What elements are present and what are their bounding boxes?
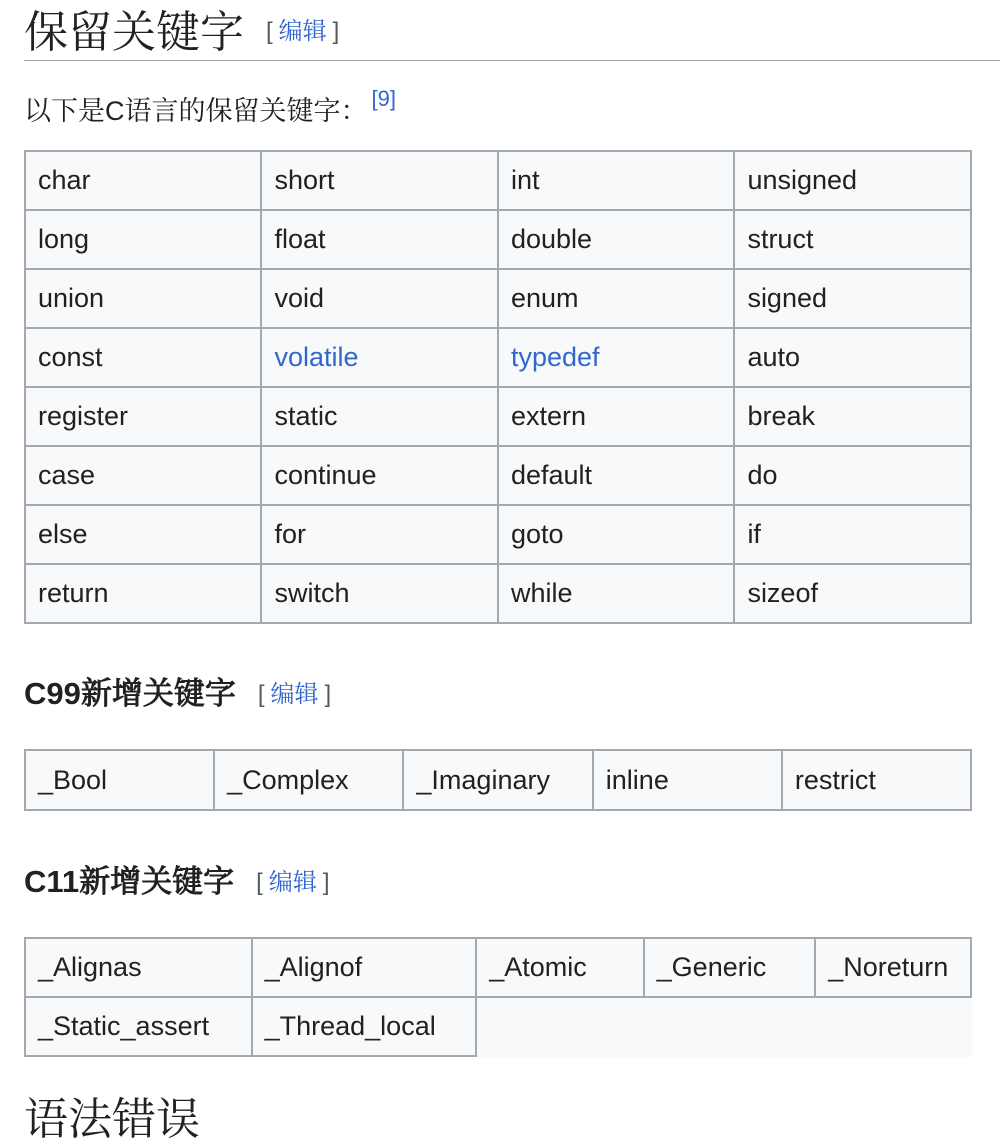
keyword-text: _Generic [656, 952, 767, 982]
keyword-text: unsigned [747, 165, 858, 195]
keyword-text: auto [747, 342, 800, 372]
empty-cell [644, 997, 816, 1056]
keyword-text: register [38, 401, 129, 431]
keyword-text: _Thread_local [264, 1011, 436, 1041]
keyword-link[interactable]: typedef [510, 342, 600, 372]
c99-heading [24, 674, 331, 715]
keyword-cell [25, 210, 261, 269]
keyword-cell [25, 997, 252, 1056]
keyword-text: const [38, 342, 103, 372]
keyword-cell [593, 750, 782, 810]
keyword-cell [25, 151, 261, 210]
section-heading [24, 4, 1000, 61]
table-row [25, 750, 971, 810]
keyword-text: char [38, 165, 91, 195]
keyword-cell [261, 387, 498, 446]
keyword-cell [498, 446, 734, 505]
keyword-text: switch [274, 578, 350, 608]
c11-edit [256, 869, 329, 896]
keyword-cell [403, 750, 592, 810]
keyword-text: _Noreturn [828, 952, 949, 982]
keyword-text: float [274, 224, 326, 254]
keyword-cell [734, 151, 971, 210]
keyword-text: break [747, 401, 815, 431]
table-row [25, 938, 971, 997]
reserved-keywords-table [24, 150, 972, 624]
keyword-cell [734, 446, 971, 505]
article-content [24, 0, 1000, 1145]
table-row [25, 564, 971, 623]
keyword-cell [261, 269, 498, 328]
keyword-text: _Imaginary [416, 764, 550, 795]
keyword-cell [734, 564, 971, 623]
keyword-cell [25, 387, 261, 446]
keyword-text: short [274, 165, 335, 195]
keyword-cell [476, 938, 643, 997]
keyword-cell [734, 328, 971, 387]
keyword-text: _Static_assert [38, 1011, 210, 1041]
keyword-text: int [510, 165, 540, 195]
c99-keywords-table [24, 749, 972, 811]
keyword-text: enum [510, 283, 579, 313]
keyword-link[interactable]: volatile [274, 342, 359, 372]
table-row [25, 997, 971, 1056]
keyword-cell [498, 328, 734, 387]
keyword-cell [734, 505, 971, 564]
keyword-text: double [510, 224, 593, 254]
bracket-open: [ [257, 681, 265, 708]
keyword-cell [498, 269, 734, 328]
keyword-cell [261, 505, 498, 564]
keyword-text: return [38, 578, 109, 608]
table-row [25, 446, 971, 505]
keyword-cell [498, 387, 734, 446]
keyword-cell [214, 750, 403, 810]
keyword-text: struct [747, 224, 814, 254]
keyword-cell [25, 446, 261, 505]
keyword-text: sizeof [747, 578, 818, 608]
keyword-cell [498, 210, 734, 269]
c99-edit [258, 681, 331, 708]
keyword-text: goto [510, 519, 564, 549]
keyword-text: inline [605, 764, 669, 795]
keyword-text: default [510, 460, 593, 490]
c11-title: C11新增关键字 [24, 864, 235, 899]
keyword-cell [261, 328, 498, 387]
table-row [25, 269, 971, 328]
keyword-cell [261, 564, 498, 623]
keyword-cell [25, 564, 261, 623]
table-row [25, 151, 971, 210]
keyword-text: _Atomic [489, 952, 587, 982]
c11-keywords-table [24, 937, 972, 1057]
keyword-text: static [274, 401, 338, 431]
keyword-cell [25, 505, 261, 564]
keyword-text: _Alignas [38, 952, 142, 982]
table-row [25, 387, 971, 446]
intro-paragraph [24, 72, 396, 138]
keyword-text: case [38, 460, 96, 490]
keyword-cell [644, 938, 816, 997]
keyword-cell [734, 269, 971, 328]
keyword-text: _Alignof [264, 952, 363, 982]
keyword-text: while [510, 578, 573, 608]
keyword-text: long [38, 224, 90, 254]
keyword-text: else [38, 519, 88, 549]
section-edit [266, 18, 339, 45]
keyword-cell [782, 750, 971, 810]
bracket-open: [ [266, 18, 273, 45]
keyword-cell [498, 564, 734, 623]
keyword-cell [25, 938, 252, 997]
reference-link[interactable]: [9] [371, 86, 396, 111]
keyword-cell [734, 387, 971, 446]
next-section-title: 语法错误 [24, 1094, 200, 1145]
keyword-cell [261, 446, 498, 505]
intro-text: 以下是C语言的保留关键字： [24, 96, 368, 126]
bracket-open: [ [256, 869, 263, 896]
keyword-cell [498, 505, 734, 564]
edit-link[interactable]: 编辑 [268, 869, 317, 896]
table-row [25, 328, 971, 387]
keyword-cell [25, 269, 261, 328]
keyword-text: continue [274, 460, 377, 490]
edit-link[interactable]: 编辑 [278, 18, 327, 45]
keyword-text: _Complex [227, 764, 349, 795]
table-row [25, 505, 971, 564]
keyword-cell [25, 328, 261, 387]
keyword-cell [261, 210, 498, 269]
keyword-text: signed [747, 283, 828, 313]
edit-link[interactable]: 编辑 [270, 681, 319, 708]
bracket-close: ] [322, 869, 330, 896]
keyword-cell [498, 151, 734, 210]
bracket-close: ] [324, 681, 332, 708]
keyword-cell [25, 750, 214, 810]
c99-title: C99新增关键字 [24, 676, 236, 711]
keyword-cell [815, 938, 971, 997]
empty-cell [815, 997, 971, 1056]
c11-heading [24, 862, 330, 903]
keyword-text: _Bool [38, 764, 108, 795]
keyword-text: do [747, 460, 778, 490]
keyword-cell [261, 151, 498, 210]
keyword-text: extern [510, 401, 587, 431]
keyword-cell [252, 997, 477, 1056]
keyword-text: if [747, 519, 761, 549]
keyword-text: for [274, 519, 306, 549]
keyword-text: void [274, 283, 324, 313]
keyword-cell [734, 210, 971, 269]
table-row [25, 210, 971, 269]
keyword-text: restrict [794, 764, 876, 795]
reference [372, 86, 396, 111]
keyword-cell [252, 938, 477, 997]
empty-cell [476, 997, 643, 1056]
section-title: 保留关键字 [24, 7, 244, 58]
bracket-close: ] [332, 18, 340, 45]
next-section-heading [24, 1092, 200, 1148]
keyword-text: union [38, 283, 105, 313]
